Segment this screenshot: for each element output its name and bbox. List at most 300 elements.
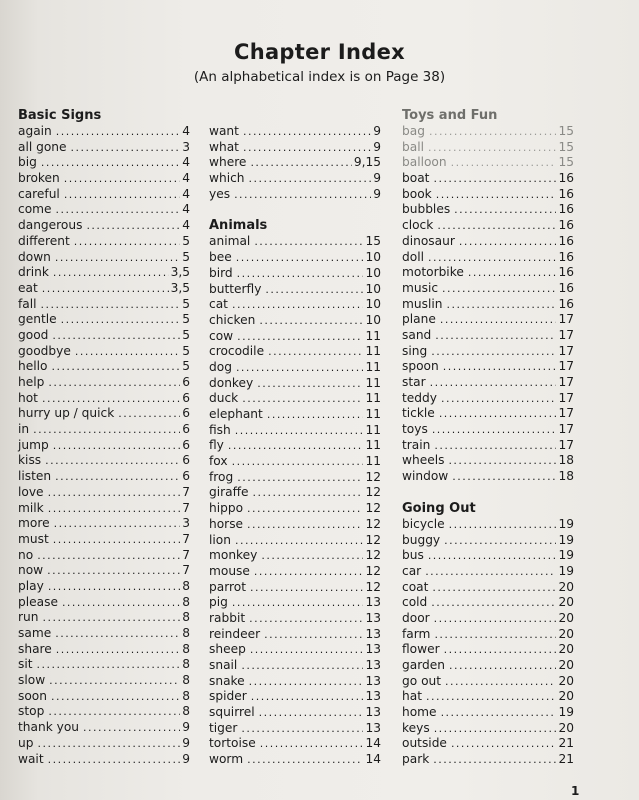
index-page-ref: 19 bbox=[558, 532, 574, 547]
index-page-ref: 8 bbox=[182, 641, 190, 656]
index-page-ref: 13 bbox=[365, 595, 381, 610]
index-term: flower bbox=[402, 642, 440, 657]
page-subtitle: (An alphabetical index is on Page 38) bbox=[193, 69, 446, 85]
dot-leader bbox=[250, 642, 364, 658]
index-term: reindeer bbox=[209, 626, 261, 641]
index-page-ref: 6 bbox=[182, 375, 190, 389]
index-page-ref: 3 bbox=[182, 139, 190, 154]
dot-leader bbox=[443, 359, 557, 375]
index-entry bbox=[402, 155, 574, 171]
dot-leader bbox=[253, 485, 364, 501]
dot-leader bbox=[452, 469, 556, 485]
index-term: horse bbox=[209, 516, 244, 531]
index-page-ref: 4 bbox=[182, 124, 190, 138]
dot-leader bbox=[49, 673, 180, 689]
dot-leader bbox=[439, 406, 557, 422]
index-entry bbox=[209, 391, 381, 407]
dot-leader bbox=[440, 312, 557, 328]
index-entry bbox=[402, 721, 574, 737]
index-term: bus bbox=[402, 548, 424, 563]
index-term: same bbox=[18, 626, 52, 640]
index-term: sand bbox=[402, 327, 432, 342]
index-entry bbox=[209, 533, 381, 549]
index-term: tortoise bbox=[209, 736, 256, 751]
index-term: bubbles bbox=[402, 202, 451, 217]
index-term: go out bbox=[402, 673, 442, 688]
index-term: thank you bbox=[18, 720, 80, 735]
index-page-ref: 5 bbox=[182, 327, 190, 342]
index-page-ref: 20 bbox=[558, 673, 574, 688]
dot-leader bbox=[243, 140, 371, 156]
index-page-ref: 11 bbox=[365, 375, 381, 390]
index-entry bbox=[402, 469, 574, 485]
index-page-ref: 16 bbox=[558, 265, 574, 280]
index-entry bbox=[209, 501, 381, 517]
dot-leader bbox=[426, 689, 557, 705]
index-page-ref: 17 bbox=[558, 327, 574, 342]
index-term: tiger bbox=[209, 720, 238, 735]
index-entry bbox=[402, 736, 574, 752]
index-entry bbox=[209, 124, 381, 140]
index-term: what bbox=[209, 139, 239, 154]
dot-leader bbox=[454, 202, 556, 218]
index-page-ref: 20 bbox=[558, 658, 574, 672]
dot-leader bbox=[71, 140, 181, 156]
dot-leader bbox=[52, 328, 180, 344]
dot-leader bbox=[55, 250, 180, 266]
index-entry bbox=[209, 595, 381, 611]
index-term: park bbox=[402, 752, 430, 767]
index-entry bbox=[209, 517, 381, 533]
dot-leader bbox=[56, 642, 180, 658]
index-term: spider bbox=[209, 689, 247, 704]
index-page-ref: 15 bbox=[558, 155, 574, 170]
dot-leader bbox=[55, 469, 180, 485]
index-term: cold bbox=[402, 595, 428, 610]
index-page-ref: 10 bbox=[365, 250, 381, 265]
index-entry bbox=[402, 359, 574, 375]
dot-leader bbox=[247, 517, 363, 533]
index-term: in bbox=[18, 422, 30, 437]
index-page-ref: 12 bbox=[365, 485, 381, 500]
index-term: book bbox=[402, 186, 432, 201]
dot-leader bbox=[64, 171, 180, 187]
dot-leader bbox=[254, 234, 363, 250]
index-entry bbox=[209, 438, 381, 454]
index-page-ref: 20 bbox=[558, 689, 574, 704]
index-entry bbox=[402, 705, 574, 721]
index-page-ref: 9 bbox=[373, 124, 381, 138]
index-entry bbox=[402, 234, 574, 250]
index-entry bbox=[402, 171, 574, 187]
dot-leader bbox=[249, 611, 363, 627]
dot-leader bbox=[41, 297, 181, 313]
section-heading-animals: Animals bbox=[209, 218, 268, 234]
index-term: bird bbox=[209, 265, 233, 280]
index-term: which bbox=[209, 171, 245, 186]
index-entry bbox=[18, 202, 190, 218]
dot-leader bbox=[442, 281, 556, 297]
index-term: worm bbox=[209, 752, 244, 767]
dot-leader bbox=[247, 501, 363, 517]
dot-leader bbox=[47, 563, 180, 579]
index-entry bbox=[402, 281, 574, 297]
index-term: dog bbox=[209, 359, 232, 374]
index-page-ref: 19 bbox=[558, 705, 574, 720]
index-page-ref: 20 bbox=[558, 642, 574, 657]
index-entry bbox=[209, 187, 381, 203]
dot-leader bbox=[428, 250, 557, 266]
index-entry bbox=[18, 359, 190, 375]
index-page-ref: 13 bbox=[365, 705, 381, 720]
index-term: sheep bbox=[209, 642, 246, 657]
index-entry bbox=[209, 344, 381, 360]
index-term: garden bbox=[402, 658, 445, 672]
dot-leader bbox=[241, 658, 363, 674]
dot-leader bbox=[51, 359, 180, 375]
index-term: broken bbox=[18, 171, 60, 186]
dot-leader bbox=[257, 376, 363, 392]
index-term: mouse bbox=[209, 563, 250, 578]
dot-leader bbox=[236, 250, 364, 266]
dot-leader bbox=[432, 580, 556, 596]
index-term: donkey bbox=[209, 375, 254, 390]
index-page-ref: 20 bbox=[558, 610, 574, 625]
dot-leader bbox=[449, 517, 557, 533]
index-entry bbox=[402, 391, 574, 407]
index-page-ref: 5 bbox=[182, 296, 190, 311]
index-page-ref: 13 bbox=[365, 626, 381, 641]
index-page-ref: 5 bbox=[182, 359, 190, 374]
basic-signs-continued-list bbox=[209, 124, 381, 202]
dot-leader bbox=[53, 532, 181, 548]
index-term: soon bbox=[18, 688, 47, 703]
index-page-ref: 11 bbox=[365, 344, 381, 359]
dot-leader bbox=[433, 752, 556, 768]
index-term: boat bbox=[402, 171, 430, 186]
index-term: snake bbox=[209, 673, 245, 688]
index-page-ref: 8 bbox=[182, 657, 190, 672]
index-term: spoon bbox=[402, 359, 439, 374]
index-page-ref: 13 bbox=[365, 658, 381, 672]
dot-leader bbox=[232, 595, 364, 611]
index-entry bbox=[18, 218, 190, 234]
index-page-ref: 12 bbox=[365, 501, 381, 516]
dot-leader bbox=[265, 282, 363, 298]
index-entry bbox=[402, 250, 574, 266]
index-page-ref: 16 bbox=[558, 218, 574, 233]
dot-leader bbox=[243, 124, 371, 140]
index-term: toys bbox=[402, 422, 428, 437]
index-entry bbox=[402, 595, 574, 611]
index-term: hippo bbox=[209, 501, 244, 516]
index-page-ref: 18 bbox=[558, 469, 574, 484]
dot-leader bbox=[446, 297, 556, 313]
index-term: hurry up / quick bbox=[18, 406, 115, 421]
index-entry bbox=[18, 438, 190, 454]
index-page-ref: 19 bbox=[558, 548, 574, 563]
index-entry bbox=[402, 202, 574, 218]
dot-leader bbox=[232, 454, 364, 470]
dot-leader bbox=[237, 329, 363, 345]
index-entry bbox=[209, 658, 381, 674]
index-term: gentle bbox=[18, 312, 57, 327]
index-page-ref: 20 bbox=[558, 595, 574, 610]
dot-leader bbox=[441, 391, 557, 407]
index-term: where bbox=[209, 155, 247, 170]
dot-leader bbox=[435, 328, 556, 344]
index-page-ref: 12 bbox=[365, 469, 381, 484]
index-entry bbox=[402, 124, 574, 140]
index-entry bbox=[18, 265, 190, 281]
dot-leader bbox=[448, 453, 556, 469]
index-entry bbox=[18, 704, 190, 720]
dot-leader bbox=[118, 406, 180, 422]
dot-leader bbox=[64, 187, 180, 203]
index-entry bbox=[18, 391, 190, 407]
index-entry bbox=[209, 360, 381, 376]
dot-leader bbox=[434, 438, 556, 454]
index-entry bbox=[209, 736, 381, 752]
dot-leader bbox=[37, 736, 180, 752]
index-term: clock bbox=[402, 218, 434, 233]
index-page-ref: 11 bbox=[365, 407, 381, 421]
index-entry bbox=[209, 485, 381, 501]
index-entry bbox=[402, 533, 574, 549]
index-page-ref: 12 bbox=[365, 516, 381, 531]
dot-leader bbox=[54, 516, 181, 532]
index-entry bbox=[209, 611, 381, 627]
index-entry bbox=[18, 328, 190, 344]
dot-leader bbox=[425, 564, 556, 580]
dot-leader bbox=[429, 124, 557, 140]
index-page-ref: 15 bbox=[558, 139, 574, 154]
index-entry bbox=[209, 282, 381, 298]
index-term: muslin bbox=[402, 296, 443, 311]
index-page-ref: 11 bbox=[365, 359, 381, 374]
index-page-ref: 5 bbox=[182, 233, 190, 248]
index-entry bbox=[18, 595, 190, 611]
index-entry bbox=[402, 580, 574, 596]
index-term: now bbox=[18, 563, 44, 578]
column-1 bbox=[18, 108, 190, 767]
index-page-ref: 17 bbox=[558, 437, 574, 452]
dot-leader bbox=[434, 721, 557, 737]
index-term: giraffe bbox=[209, 485, 249, 500]
dot-leader bbox=[83, 720, 180, 736]
toys-and-fun-list bbox=[402, 124, 574, 485]
dot-leader bbox=[431, 595, 556, 611]
index-entry bbox=[18, 344, 190, 360]
index-term: help bbox=[18, 375, 45, 389]
index-term: all gone bbox=[18, 139, 67, 154]
index-page-ref: 4 bbox=[182, 218, 190, 233]
index-entry bbox=[18, 673, 190, 689]
index-entry bbox=[18, 140, 190, 156]
index-term: animal bbox=[209, 234, 251, 249]
index-term: no bbox=[18, 547, 34, 562]
index-entry bbox=[402, 422, 574, 438]
index-term: rabbit bbox=[209, 610, 246, 625]
index-term: drink bbox=[18, 265, 49, 280]
index-term: frog bbox=[209, 469, 234, 484]
index-page-ref: 8 bbox=[182, 610, 190, 625]
index-entry bbox=[209, 250, 381, 266]
dot-leader bbox=[437, 218, 556, 234]
index-entry bbox=[18, 250, 190, 266]
dot-leader bbox=[468, 265, 557, 281]
index-entry bbox=[209, 266, 381, 282]
index-page-ref: 7 bbox=[182, 484, 190, 499]
dot-leader bbox=[267, 407, 364, 423]
index-term: please bbox=[18, 594, 58, 609]
index-entry bbox=[18, 375, 190, 391]
index-term: sing bbox=[402, 343, 428, 358]
index-term: farm bbox=[402, 626, 431, 641]
index-term: bee bbox=[209, 250, 232, 265]
index-page-ref: 11 bbox=[365, 328, 381, 343]
index-term: monkey bbox=[209, 548, 258, 563]
index-entry bbox=[402, 642, 574, 658]
dot-leader bbox=[53, 265, 169, 281]
index-entry bbox=[18, 532, 190, 548]
index-term: car bbox=[402, 563, 422, 578]
index-page-ref: 15 bbox=[558, 124, 574, 138]
index-page-ref: 18 bbox=[558, 453, 574, 468]
index-page-ref: 7 bbox=[182, 547, 190, 562]
index-page-ref: 16 bbox=[558, 296, 574, 311]
index-entry bbox=[209, 752, 381, 768]
dot-leader bbox=[251, 689, 364, 705]
index-entry bbox=[402, 564, 574, 580]
index-term: door bbox=[402, 610, 430, 625]
index-page-ref: 4 bbox=[182, 155, 190, 170]
dot-leader bbox=[235, 533, 364, 549]
index-page-ref: 17 bbox=[558, 312, 574, 327]
index-page-ref: 7 bbox=[182, 531, 190, 546]
index-page-ref: 17 bbox=[558, 359, 574, 374]
index-entry bbox=[402, 438, 574, 454]
index-page-ref: 17 bbox=[558, 343, 574, 358]
index-entry bbox=[18, 406, 190, 422]
dot-leader bbox=[259, 705, 364, 721]
section-heading-toys-and-fun: Toys and Fun bbox=[402, 108, 498, 123]
index-page-ref: 9 bbox=[182, 735, 190, 750]
index-entry bbox=[18, 563, 190, 579]
dot-leader bbox=[61, 312, 181, 328]
dot-leader bbox=[432, 422, 557, 438]
index-term: plane bbox=[402, 312, 436, 327]
index-term: butterfly bbox=[209, 281, 262, 296]
index-entry bbox=[18, 548, 190, 564]
dot-leader bbox=[259, 313, 363, 329]
index-term: dinosaur bbox=[402, 233, 455, 248]
index-term: slow bbox=[18, 673, 46, 688]
index-page-ref: 17 bbox=[558, 422, 574, 437]
dot-leader bbox=[436, 187, 557, 203]
index-page-ref: 14 bbox=[365, 736, 381, 751]
dot-leader bbox=[48, 752, 181, 768]
index-entry bbox=[18, 171, 190, 187]
animals-list bbox=[209, 234, 381, 767]
index-term: cow bbox=[209, 328, 234, 343]
index-entry bbox=[209, 329, 381, 345]
dot-leader bbox=[428, 548, 557, 564]
index-page-ref: 17 bbox=[558, 390, 574, 405]
index-entry bbox=[18, 187, 190, 203]
index-page-ref: 5 bbox=[182, 249, 190, 264]
index-term: milk bbox=[18, 500, 44, 515]
dot-leader bbox=[42, 391, 180, 407]
index-entry bbox=[18, 501, 190, 517]
index-term: play bbox=[18, 578, 44, 593]
index-page-ref: 16 bbox=[558, 186, 574, 201]
dot-leader bbox=[449, 658, 557, 674]
index-entry bbox=[18, 579, 190, 595]
index-entry bbox=[209, 642, 381, 658]
index-term: crocodile bbox=[209, 344, 265, 359]
dot-leader bbox=[228, 438, 364, 454]
dot-leader bbox=[48, 375, 180, 391]
index-page-ref: 6 bbox=[182, 437, 190, 452]
index-term: buggy bbox=[402, 532, 441, 547]
index-entry bbox=[18, 281, 190, 297]
index-entry bbox=[209, 705, 381, 721]
index-page-ref: 11 bbox=[365, 454, 381, 469]
index-entry bbox=[18, 689, 190, 705]
index-page-ref: 8 bbox=[182, 594, 190, 609]
index-entry bbox=[209, 234, 381, 250]
index-page-ref: 17 bbox=[558, 375, 574, 389]
dot-leader bbox=[247, 752, 363, 768]
index-term: yes bbox=[209, 186, 231, 201]
index-page-ref: 8 bbox=[182, 704, 190, 719]
index-term: wait bbox=[18, 751, 44, 766]
index-term: doll bbox=[402, 249, 424, 264]
index-page-ref: 10 bbox=[365, 265, 381, 280]
index-page-ref: 16 bbox=[558, 280, 574, 295]
dot-leader bbox=[459, 234, 557, 250]
index-term: love bbox=[18, 484, 44, 499]
dot-leader bbox=[250, 155, 351, 171]
index-entry bbox=[402, 328, 574, 344]
index-page-ref: 13 bbox=[365, 642, 381, 657]
dot-leader bbox=[434, 611, 557, 627]
index-page-ref: 10 bbox=[365, 297, 381, 312]
dot-leader bbox=[444, 642, 557, 658]
index-term: star bbox=[402, 375, 426, 389]
index-term: coat bbox=[402, 579, 429, 594]
index-entry bbox=[402, 406, 574, 422]
index-page-ref: 9 bbox=[373, 139, 381, 154]
index-entry bbox=[402, 548, 574, 564]
index-page-ref: 9,15 bbox=[353, 155, 381, 170]
index-page-ref: 9 bbox=[373, 186, 381, 201]
dot-leader bbox=[242, 391, 363, 407]
index-term: parrot bbox=[209, 579, 246, 594]
index-entry bbox=[402, 265, 574, 281]
index-entry bbox=[209, 376, 381, 392]
index-page-ref: 3 bbox=[182, 516, 190, 531]
index-term: stop bbox=[18, 704, 45, 719]
dot-leader bbox=[264, 627, 363, 643]
index-page-ref: 14 bbox=[365, 752, 381, 767]
index-page-ref: 6 bbox=[182, 469, 190, 484]
index-entry bbox=[209, 564, 381, 580]
dot-leader bbox=[48, 579, 180, 595]
index-entry bbox=[209, 721, 381, 737]
dot-leader bbox=[433, 171, 556, 187]
